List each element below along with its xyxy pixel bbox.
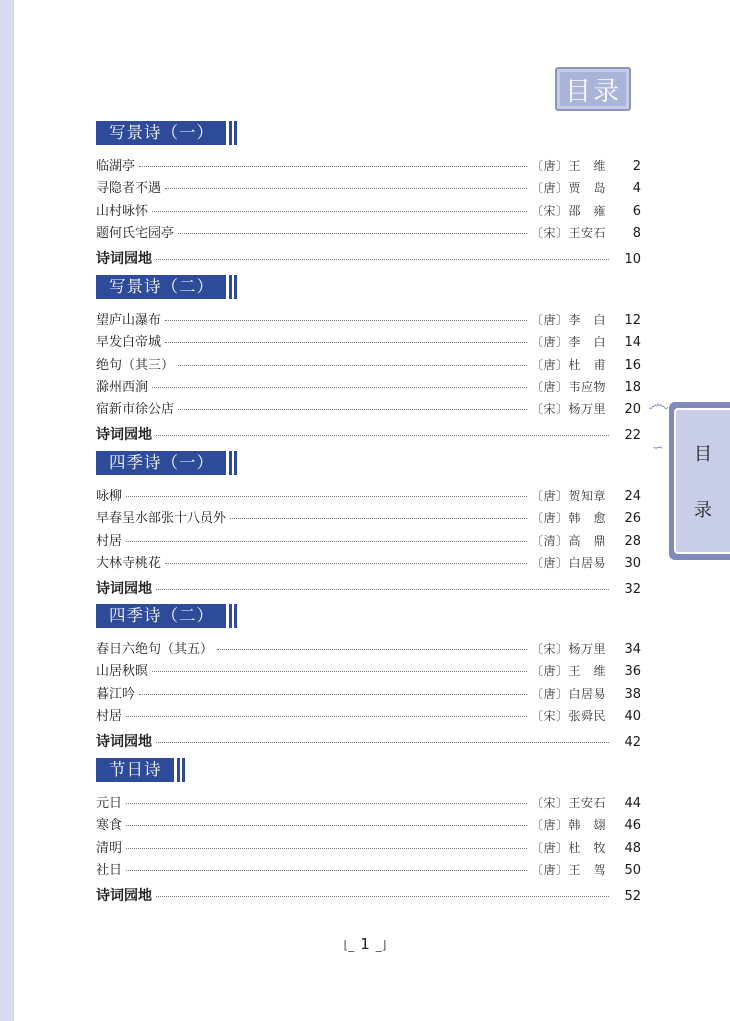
poem-title: 寻隐者不遇	[96, 181, 162, 197]
page-footer	[0, 935, 730, 953]
poem-title: 社日	[96, 862, 123, 878]
section-bar	[229, 451, 232, 475]
poem-title: 村居	[96, 533, 123, 549]
poem-title: 元日	[96, 796, 123, 811]
poem-title: 早发白帝城	[96, 335, 162, 351]
toc-entry-garden[interactable]	[96, 731, 641, 753]
section-bar	[234, 604, 237, 628]
toc-entry[interactable]	[96, 837, 641, 859]
dot-leader	[152, 671, 527, 672]
poem-author: 〔唐〕王 驾	[531, 862, 607, 877]
poem-author: 〔唐〕白居易	[531, 555, 607, 570]
poem-author: 〔宋〕邵 雍	[531, 203, 607, 218]
toc-entry[interactable]	[96, 683, 641, 705]
side-tab-char: 目	[694, 444, 712, 465]
toc-entry[interactable]	[96, 814, 641, 836]
toc-entry[interactable]	[96, 705, 641, 727]
poem-title: 绝句（其三）	[96, 357, 175, 373]
poem-author: 〔宋〕杨万里	[531, 402, 607, 417]
poem-author: 〔唐〕杜 牧	[531, 840, 607, 855]
page-number: 28	[624, 533, 641, 549]
dot-leader	[165, 563, 527, 564]
page-number: 44	[624, 796, 641, 811]
page-number: 8	[632, 225, 641, 241]
dot-leader	[152, 211, 527, 212]
poem-title: 清明	[96, 840, 123, 856]
section-header	[96, 604, 641, 628]
swirl-ornament-icon: ∽	[652, 440, 664, 456]
poem-author: 〔唐〕杜 甫	[531, 357, 607, 372]
dot-leader	[178, 233, 527, 234]
toc-entry[interactable]	[96, 485, 641, 507]
poem-title: 山居秋暝	[96, 664, 149, 680]
poem-author: 〔唐〕李 白	[531, 335, 607, 350]
poem-author: 〔宋〕张舜民	[531, 708, 607, 723]
dot-leader	[152, 387, 527, 388]
poem-title: 暮江吟	[96, 686, 136, 702]
page-number: 6	[632, 203, 641, 219]
dot-leader	[230, 518, 527, 519]
page-number: 14	[624, 335, 641, 351]
dot-leader	[126, 825, 527, 826]
dot-leader	[126, 496, 527, 497]
poem-title: 宿新市徐公店	[96, 402, 175, 418]
poem-author: 〔清〕高 鼎	[531, 533, 607, 548]
dot-leader	[165, 320, 527, 321]
section-bar	[177, 758, 180, 782]
dot-leader	[165, 188, 527, 189]
dot-leader	[165, 342, 527, 343]
page-number: 18	[624, 379, 641, 395]
poem-title: 望庐山瀑布	[96, 313, 162, 328]
poem-author: 〔唐〕韩 愈	[531, 511, 607, 526]
poem-title: 早春呈水部张十八员外	[96, 511, 227, 527]
section-title: 节日诗	[96, 758, 174, 782]
page-number: 36	[624, 664, 641, 680]
poem-author: 〔宋〕王安石	[531, 796, 607, 810]
side-tab[interactable]	[669, 402, 730, 560]
dot-leader	[139, 166, 527, 167]
section-bar	[229, 275, 232, 299]
section-header	[96, 121, 641, 145]
dot-leader	[126, 870, 527, 871]
dot-leader	[156, 259, 609, 260]
page-number: 26	[624, 511, 641, 527]
poem-title: 大林寺桃花	[96, 555, 162, 571]
toc-section	[96, 275, 641, 447]
garden-label: 诗词园地	[96, 581, 152, 598]
toc-title: 目录	[564, 76, 621, 107]
toc-entry[interactable]	[96, 638, 641, 660]
section-title: 四季诗（一）	[96, 451, 226, 475]
side-tab-char: 录	[694, 500, 712, 521]
section-bar	[182, 758, 185, 782]
toc-entry[interactable]	[96, 530, 641, 552]
poem-title: 村居	[96, 708, 123, 724]
dot-leader	[178, 365, 527, 366]
page-number: 16	[624, 357, 641, 373]
page-number: 22	[624, 428, 641, 444]
section-bar	[234, 275, 237, 299]
page-number: 48	[624, 840, 641, 856]
toc-entry[interactable]	[96, 552, 641, 574]
toc-section	[96, 121, 641, 270]
toc-entry[interactable]	[96, 376, 641, 398]
poem-author: 〔唐〕韩 翃	[531, 818, 607, 833]
toc-entry-garden[interactable]	[96, 248, 641, 270]
section-header	[96, 451, 641, 475]
page-number: 12	[624, 313, 641, 328]
dot-leader	[126, 541, 527, 542]
poem-title: 春日六绝句（其五）	[96, 642, 214, 657]
page-number: 32	[624, 582, 641, 598]
garden-label: 诗词园地	[96, 251, 152, 268]
poem-author: 〔唐〕韦应物	[531, 379, 607, 394]
poem-title: 临湖亭	[96, 159, 136, 174]
toc-entry-garden[interactable]	[96, 885, 641, 907]
poem-title: 寒食	[96, 818, 123, 834]
poem-author: 〔唐〕李 白	[531, 313, 607, 327]
poem-author: 〔唐〕王 维	[531, 159, 607, 173]
page-number: 46	[624, 818, 641, 834]
toc-section	[96, 758, 641, 907]
toc-entry[interactable]	[96, 155, 641, 177]
section-bar	[229, 121, 232, 145]
dot-leader	[126, 848, 527, 849]
section-bar	[234, 121, 237, 145]
garden-label: 诗词园地	[96, 427, 152, 444]
toc-entry[interactable]	[96, 792, 641, 814]
toc-entry[interactable]	[96, 309, 641, 331]
page-number: 42	[624, 735, 641, 751]
poem-author: 〔唐〕白居易	[531, 686, 607, 701]
section-bar	[229, 604, 232, 628]
section-header	[96, 758, 641, 782]
page-number: 38	[624, 686, 641, 702]
dot-leader	[139, 694, 527, 695]
poem-author: 〔宋〕杨万里	[531, 642, 607, 656]
left-margin-band	[0, 0, 14, 1021]
page-number: 34	[624, 642, 641, 657]
dot-leader	[126, 803, 527, 804]
toc-section	[96, 451, 641, 600]
toc-entry[interactable]	[96, 507, 641, 529]
page-number: 40	[624, 708, 641, 724]
page-number: 24	[624, 489, 641, 504]
poem-author: 〔唐〕贾 岛	[531, 181, 607, 196]
page-number: 52	[624, 889, 641, 905]
toc-entry[interactable]	[96, 660, 641, 682]
poem-author: 〔唐〕王 维	[531, 664, 607, 679]
garden-label: 诗词园地	[96, 888, 152, 905]
poem-author: 〔唐〕贺知章	[531, 489, 607, 503]
side-tab-inner	[674, 408, 730, 554]
footer-page-number: 1	[360, 935, 370, 953]
toc-entry[interactable]	[96, 222, 641, 244]
dot-leader	[178, 409, 527, 410]
page-number: 10	[624, 252, 641, 268]
poem-title: 题何氏宅园亭	[96, 225, 175, 241]
section-title: 写景诗（一）	[96, 121, 226, 145]
poem-author: 〔宋〕王安石	[531, 225, 607, 240]
poem-title: 山村咏怀	[96, 203, 149, 219]
toc-title-badge	[555, 67, 631, 111]
toc-entry[interactable]	[96, 331, 641, 353]
dot-leader	[126, 716, 527, 717]
section-bar	[234, 451, 237, 475]
toc-entry[interactable]	[96, 200, 641, 222]
swirl-ornament-icon: ෴	[648, 392, 669, 417]
section-header	[96, 275, 641, 299]
right-bracket-ornament-icon: _⌋	[375, 938, 387, 952]
dot-leader	[156, 589, 609, 590]
toc-section	[96, 604, 641, 753]
dot-leader	[156, 435, 609, 436]
page-number: 20	[624, 402, 641, 418]
page-number: 4	[632, 181, 641, 197]
toc-entry[interactable]	[96, 398, 641, 420]
toc-entry-garden[interactable]	[96, 578, 641, 600]
toc-entry[interactable]	[96, 354, 641, 376]
left-bracket-ornament-icon: ⌊_	[343, 938, 355, 952]
dot-leader	[156, 742, 609, 743]
page-number: 50	[624, 862, 641, 878]
poem-title: 咏柳	[96, 489, 123, 504]
page-number: 2	[632, 159, 641, 174]
section-title: 写景诗（二）	[96, 275, 226, 299]
page-number: 30	[624, 555, 641, 571]
garden-label: 诗词园地	[96, 734, 152, 751]
dot-leader	[217, 649, 527, 650]
poem-title: 滁州西涧	[96, 379, 149, 395]
dot-leader	[156, 896, 609, 897]
section-title: 四季诗（二）	[96, 604, 226, 628]
toc-entry[interactable]	[96, 177, 641, 199]
toc-entry-garden[interactable]	[96, 424, 641, 446]
toc-entry[interactable]	[96, 859, 641, 881]
